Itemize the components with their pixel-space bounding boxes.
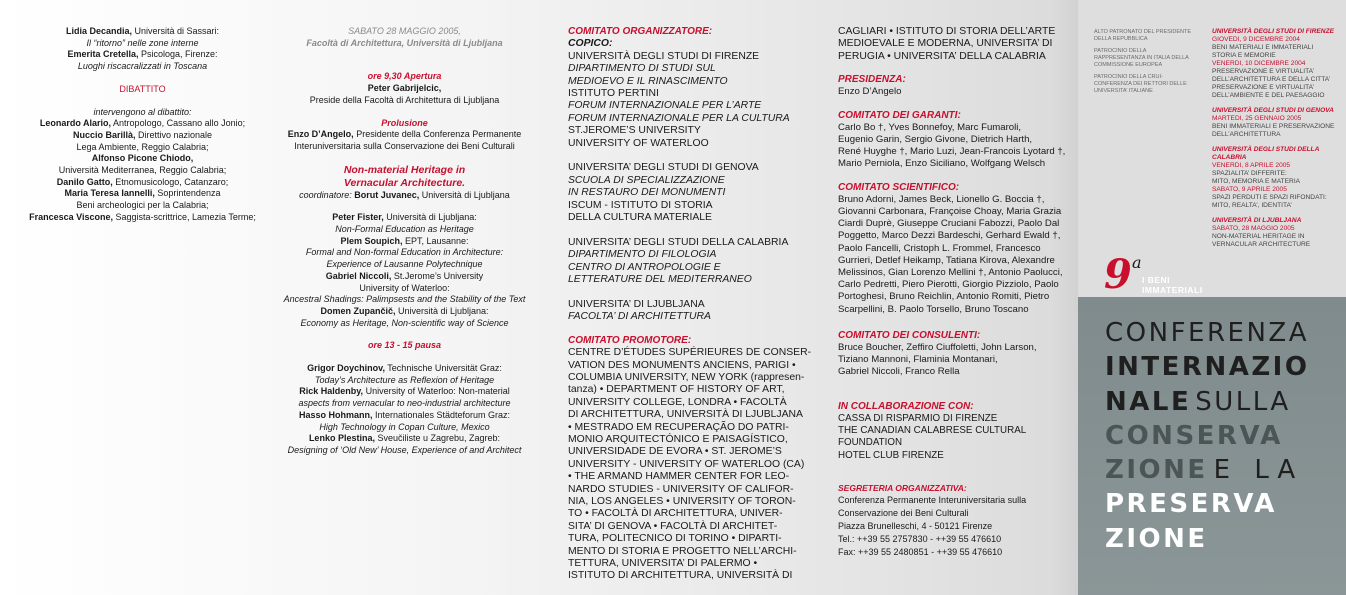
guarantors-list [838,122,1073,171]
promoter-line: SITA’ DI GENOVA • FACOLTÀ DI ARCHITET- [568,520,778,532]
title-row-1: CONFERENZA [1105,318,1309,348]
promoter-line: NIA, LOS ANGELES • UNIVERSITY OF TORON- [568,496,796,508]
speaker-name: Peter Fister, [332,212,384,223]
event-date: SABATO, 28 MAGGIO 2005 [1212,225,1295,232]
organizer-line: UNIVERSITY OF WATERLOO [568,137,709,149]
title-row-4: CONSERVA [1105,420,1283,451]
debate-participant [20,118,265,130]
coordinator [282,190,527,202]
debate-heading: DIBATTITO [119,83,166,94]
speaker-text: Università Mediterranea, Reggio Calabria; [58,165,227,176]
promoter-line: COLUMBIA UNIVERSITY, NEW YORK (rappresen- [568,371,805,383]
promoter-list [568,347,813,583]
collab-line: FOUNDATION [838,437,903,449]
prolusione-label: Prolusione [381,117,428,128]
event-title: SPAZIALITA’ DIFFERITE: [1212,170,1287,177]
logo-line-1: I BENI [1142,275,1171,285]
promoter-line: ISTITUTO DI ARCHITETTURA, UNIVERSITÀ DI [568,570,793,582]
event-title: SPAZI PERDUTI E SPAZI RIFONDATI: [1212,194,1327,201]
speaker-name: Francesca Viscone, [29,211,113,222]
secretary-line: Piazza Brunelleschi, 4 - 50121 Firenze [838,520,993,531]
debate-participant [20,153,265,165]
scientific-line: Poggetto, Marco Dezzi Bardeschi, Gerhard Ewald †, [838,230,1061,242]
prolusione-role-2: Interuniversitaria sulla Conservazione dei Beni Culturali [294,140,515,151]
event-title: MITO, REALTA’, IDENTITA’ [1212,202,1292,209]
organizer-line: CENTRO DI ANTROPOLOGIE E [568,261,721,273]
session-title-1: Non-material Heritage in [343,163,466,176]
talk-line [282,363,527,375]
logo-superscript: a [1132,253,1142,272]
scientific-line: Paolo Fancelli, Cristoph L. Frommel, Francesco [838,242,1041,254]
speaker-text: Università di Ljubljana: [383,212,477,223]
title-row-5a: ZIONE [1105,455,1208,486]
talk-line [282,386,527,398]
collab-line: CASSA DI RISPARMIO DI FIRENZE [838,412,998,424]
consultant-line: Bruce Boucher, Zeffiro Ciuffoletti, John Larson, [838,342,1037,354]
scientific-line: Ciardi Duprè, Giuseppe Cruciani Fabozzi, Paolo Dal [838,218,1060,230]
debate-participant [20,130,265,142]
talk-line: Formal and Non-formal Education in Architecture: [305,247,504,258]
speaker-text: Università di Sassari: [132,26,220,36]
promoter-line: CENTRE D’ÉTUDES SUPÉRIEURES DE CONSER- [568,347,812,359]
organizer-line: LETTERATURE DEL MEDITERRANEO [568,274,752,286]
promoter-line: PERUGIA • UNIVERSITA’ DELLA CALABRIA [838,50,1046,62]
talk-line: Economy as Heritage, Non-scientific way of Science [300,317,509,328]
organizer-line: SCUOLA DI SPECIALIZZAZIONE [568,174,725,186]
debate-participant [20,188,265,200]
speaker-text: Lega Ambiente, Reggio Calabria; [76,141,209,152]
promoter-line: TETTURA, UNIVERSITA’ DI PALERMO • [568,558,758,570]
collab-list [838,413,1073,462]
promoter-line: UNIVERSITY - UNIVERSITY OF WATERLOO (CA) [568,458,805,470]
prolusione-name: Enzo D’Angelo, [287,129,354,140]
talk-line [282,410,527,422]
speaker-name: Lidia Decandia, [65,26,132,36]
speaker-name: Domen Zupančič, [320,305,396,316]
organizer-line: ISTITUTO PERTINI [568,88,659,100]
speaker-text: Saggista-scrittrice, Lamezia Terme; [113,211,256,222]
secretary-line: Conservazione dei Beni Culturali [838,507,969,518]
column-2-program [282,26,527,457]
column-3-committees [568,26,813,583]
coordinator-label: coordinatore: [299,189,355,200]
talk-line [282,283,527,295]
patronage-item: ALTO PATRONATO DEL PRESIDENTE DELLA REPUBBLICA [1094,29,1191,42]
guarantor-line: Mario Perniola, Enzo Siciliano, Wolfgang Welsch [838,158,1046,170]
speaker-text: Technische Universität Graz: [384,363,502,374]
speaker-name: Alfonso Picone Chiodo, [91,153,194,164]
event-title: BENI IMMATERIALI E PRESERVAZIONE [1212,123,1335,130]
column-1 [20,26,265,224]
event-title: PRESERVAZIONE E VIRTUALITA’ [1212,84,1314,91]
event-title: DELL’AMBIENTE E DEL PAESAGGIO [1212,92,1325,99]
organizer-line [568,150,813,162]
speaker-line: Il “ritorno” nelle zone interne [86,37,199,48]
coordinator-affiliation: Università di Ljubljana [419,189,510,200]
prolusione-speaker [282,129,527,141]
speaker-name: Gabriel Niccoli, [325,270,392,281]
promoter-heading: COMITATO PROMOTORE: [568,334,692,346]
organizer-line: UNIVERSITA’ DI LJUBLJANA [568,298,705,310]
consultant-line: Tiziano Mannoni, Flaminia Montanari, [838,354,998,366]
scientific-line: Gurrieri, Detlef Heikamp, Tatiana Kirova, Alexandre [838,254,1055,266]
patronage-item: PATROCINIO DELLA CRUI-CONFERENZA DEI RETTORI DELLE UNIVERSITA’ ITALIANE [1094,74,1187,94]
event-title: MITO, MEMORIA E MATERIA [1212,178,1301,185]
guarantor-line: Carlo Bo †, Yves Bonnefoy, Marc Fumaroli, [838,121,1022,133]
speaker-line [20,49,265,61]
scientific-line: Melissinos, Gian Lorenzo Mellini †, Antonio Paolucci, [838,267,1063,279]
column-4-committees [838,26,1073,559]
event-university: UNIVERSITÀ DI LJUBLJANA [1212,217,1302,224]
conference-title [1105,316,1345,556]
organizer-line: DIPARTIMENTO DI FILOLOGIA [568,249,717,261]
secretary-line: Fax: ++39 55 2480851 - ++39 55 476610 [838,546,1003,557]
conference-logo [1100,251,1240,300]
secretary-line: Conferenza Permanente Interuniversitaria sulla [838,494,1027,505]
promoter-line: MONIO ARQUITECTÓNICO E PAISAGÍSTICO, [568,434,788,445]
speaker-text: Etnomusicologo, Catanzaro; [112,176,229,187]
talk-line [282,212,527,224]
speaker-name: Grigor Doychinov, [307,363,385,374]
scientific-list [838,194,1073,316]
organizing-heading: COMITATO ORGANIZZATORE: [568,26,713,37]
debate-participant [20,177,265,189]
spacer [1212,210,1342,217]
talk-line: aspects from vernacular to neo-industrial architecture [298,398,511,409]
guarantors-heading: COMITATO DEI GARANTI: [838,109,961,121]
event-title: DELL’ARCHITETTURA [1212,131,1281,138]
scientific-line: Bruno Adorni, James Beck, Lionello G. Boccia †, [838,193,1045,205]
organizer-line: FORUM INTERNAZIONALE PER L’ARTE [568,100,762,112]
spacer [1212,100,1342,107]
speaker-text: Soprintendenza [154,188,221,199]
spacer [1212,139,1342,146]
speaker-text: Beni archeologici per la Calabria; [76,200,209,211]
consultant-line: Gabriel Niccoli, Franco Rella [838,366,960,378]
speaker-text: Internationales Städteforum Graz: [372,409,511,420]
scientific-line: Scarpellini, B. Paolo Torsello, Bruno Toscano [838,303,1029,315]
talk-line: Experience of Lausanne Polytechnique [326,259,483,270]
speaker-name: Plem Soupich, [340,235,403,246]
organizer-line: DELLA CULTURA MATERIALE [568,212,712,224]
secretary-line: Tel.: ++39 55 2757830 - ++39 55 476610 [838,533,1002,544]
organizer-line: MEDIOEVO E IL RINASCIMENTO [568,75,728,87]
organizer-line [568,287,813,299]
talk-line: Ancestral Shadings: Palimpsests and the Stability of the Text [283,294,526,305]
organizer-line [568,225,813,237]
event-university: UNIVERSITÀ DEGLI STUDI DELLA CALABRIA [1212,146,1320,161]
copico-label: COPICO: [568,38,613,50]
program-date: SABATO 28 MAGGIO 2005, [348,26,461,36]
organizer-line: IN RESTAURO DEI MONUMENTI [568,187,726,199]
speaker-text: Direttivo nazionale [135,129,213,140]
consultants-heading: COMITATO DEI CONSULENTI: [838,329,981,341]
speaker-name: Nuccio Barillà, [72,129,136,140]
promoter-line: VATION DES MONUMENTS ANCIENS, PARIGI • [568,359,796,371]
promoter-line: • THE ARMAND HAMMER CENTER FOR LEO- [568,471,790,483]
patronage-list [1094,29,1194,100]
title-row-5b: E LA [1213,455,1304,486]
speaker-line: Luoghi riscacralizzati in Toscana [77,61,208,72]
debate-participant [20,212,265,224]
debate-participant [20,200,265,212]
promoter-line: TURA, POLITECNICO DI TORINO • DIPARTI- [568,533,782,545]
presidency-heading: PRESIDENZA: [838,74,906,86]
title-row-5 [1105,453,1345,487]
talk-line: Today’s Architecture as Reflexion of Heritage [314,374,495,385]
speaker-name: Emerita Cretella, [67,49,139,60]
title-row-3 [1105,385,1345,419]
speaker-name: Danilo Gatto, [56,176,113,187]
organizer-line: UNIVERSITA’ DEGLI STUDI DELLA CALABRIA [568,236,789,248]
organizer-line: FORUM INTERNAZIONALE PER LA CULTURA [568,112,790,124]
scientific-heading: COMITATO SCIENTIFICO: [838,181,960,193]
session-title-2: Vernacular Architecture. [343,176,466,189]
talk-line: Designing of ‘Old New’ House, Experience of and Architect [287,444,522,455]
event-title: BENI MATERIALI E IMMATERIALI [1212,44,1314,51]
spacer [20,96,265,107]
title-row-3a: NALE [1105,386,1192,417]
talk-line: High Technology in Copan Culture, Mexico [319,421,490,432]
guarantor-line: René Huyghe †, Mario Luzi, Jean-Francois Lyotard †, [838,146,1066,158]
event-title: VERNACULAR ARCHITECTURE [1212,241,1311,248]
scientific-line: Carlo Pedretti, Piero Pierotti, Giorgio Pizziolo, Paolo [838,279,1059,291]
speaker-text: University of Waterloo: [359,282,450,293]
collab-heading: IN COLLABORAZIONE CON: [838,400,974,412]
speaker-name: Hasso Hohmann, [298,409,373,420]
opening-role: Preside della Facoltà di Architettura di Ljubljana [309,94,500,105]
organizer-line: ST.JEROME’S UNIVERSITY [568,125,701,137]
secretary-heading: SEGRETERIA ORGANIZZATIVA: [838,482,967,493]
talk-line [282,433,527,445]
talk-line [282,306,527,318]
talks-morning [282,212,527,329]
scientific-line: Portoghesi, Bruno Reichlin, Antonio Romiti, Pietro [838,291,1050,303]
speaker-name: Leonardo Alario, [39,118,112,129]
debate-participant [20,165,265,177]
secretary-list [838,494,1073,559]
promoter-line: MENTO DI STORIA E PROGETTO NELL’ARCHI- [568,545,797,557]
talks-afternoon [282,363,527,457]
title-row-6: PRESERVA [1105,489,1277,520]
speaker-name: Rick Haldenby, [299,386,364,397]
pause-label: ore 13 - 15 pausa [367,340,442,351]
event-date: SABATO, 9 APRILE 2005 [1212,186,1287,193]
speaker-name: Maria Teresa Iannelli, [64,188,155,199]
organizer-line: UNIVERSITA’ DEGLI STUDI DI GENOVA [568,162,759,174]
promoter-line: MEDIOEVALE E MODERNA, UNIVERSITA’ DI [838,38,1053,50]
events-list [1212,28,1342,249]
promoter-line: DI ARCHITETTURA, UNIVERSITÀ DI LJUBLJANA [568,409,803,421]
cover-panel [1078,0,1346,595]
organizer-line: UNIVERSITÀ DEGLI STUDI DI FIRENZE [568,50,760,62]
speaker-text: University of Waterloo: Non-material [363,386,510,397]
event-university: UNIVERSITÀ DEGLI STUDI DI FIRENZE [1212,28,1334,35]
logo-number: 9 [1104,251,1132,298]
speaker-text: Università di Ljubljana: [395,305,489,316]
talk-line [282,236,527,248]
debate-intro: intervengono al dibattito: [93,106,192,117]
speaker-text: EPT, Lausanne: [402,235,469,246]
talk-line: Non-Formal Education as Heritage [335,224,474,235]
logo-line-2: IMMATERIALI [1142,285,1203,295]
speaker-line [20,26,265,38]
opening-name: Peter Gabrijelcic, [367,83,442,94]
opening-time: ore 9,30 Apertura [367,71,442,82]
spacer [20,73,265,84]
event-date: GIOVEDI, 9 DICEMBRE 2004 [1212,36,1300,43]
prolusione-role: Presidente della Conferenza Permanente [353,129,522,140]
title-row-3b: SULLA [1195,386,1291,417]
organizer-line: ISCUM - ISTITUTO DI STORIA [568,199,713,211]
debate-participant [20,142,265,154]
talk-line [282,271,527,283]
event-title: PRESERVAZIONE E VIRTUALITA’ [1212,68,1314,75]
collab-line: THE CANADIAN CALABRESE CULTURAL [838,425,1027,437]
promoter-line: UNIVERSITY COLLEGE, LONDRA • FACOLTÀ [568,396,787,408]
coordinator-name: Borut Juvanec, [354,189,420,200]
event-title: NON-MATERIAL HERITAGE IN [1212,233,1305,240]
promoter-line: UNIVERSIDADE DE EVORA • ST. JEROME’S [568,446,782,458]
title-row-7: ZIONE [1105,523,1208,554]
event-university: UNIVERSITÀ DEGLI STUDI DI GENOVA [1212,107,1334,114]
promoter-line: CAGLIARI • ISTITUTO DI STORIA DELL’ARTE [838,26,1056,37]
title-row-2: INTERNAZIO [1105,352,1310,383]
program-venue: Facoltà di Architettura, Università di Ljubljana [306,37,503,48]
event-date: VENERDI, 10 DICEMBRE 2004 [1212,60,1306,67]
speaker-text: Sveučiliste u Zagrebu, Zagreb: [374,433,501,444]
organizer-line: DIPARTIMENTO DI STUDI SUL [568,63,716,75]
speaker-text: St.Jerome’s University [391,270,484,281]
collab-line: HOTEL CLUB FIRENZE [838,449,944,461]
scientific-line: Giovanni Carbonara, Françoise Choay, Maria Grazia [838,206,1062,218]
event-date: MARTEDI, 25 GENNAIO 2005 [1212,115,1302,122]
speaker-text: Psicologa, Firenze: [138,49,218,60]
logo-text [1142,275,1203,295]
organizing-list [568,51,813,324]
promoter-list-cont [838,26,1073,63]
event-title: DELL’ARCHITETTURA E DELLA CITTA’ [1212,76,1331,83]
speaker-text: Antropologo, Cassano allo Jonio; [111,118,246,129]
presidency-name: Enzo D’Angelo [838,86,902,98]
promoter-line: TO • FACOLTÀ DI ARCHITETTURA, UNIVER- [568,508,783,520]
promoter-line: NARDO STUDIES - UNIVERSITY OF CALIFOR- [568,483,794,495]
patronage-item: PATROCINIO DELLA RAPPRESENTANZA IN ITALIA DELLA COMMISSIONE EUROPEA [1094,48,1189,68]
promoter-line: tanza) • DEPARTMENT OF HISTORY OF ART, [568,384,785,396]
event-title: STORIA E MEMORIE [1212,52,1276,59]
event-date: VENERDI, 8 APRILE 2005 [1212,162,1291,169]
promoter-line: • MESTRADO EM RECUPERAÇÃO DO PATRI- [568,421,789,433]
guarantor-line: Eugenio Garin, Sergio Givone, Dietrich Harth, [838,134,1033,146]
organizer-line: FACOLTA’ DI ARCHITETTURA [568,311,711,323]
consultants-list [838,342,1073,379]
speaker-name: Lenko Plestina, [308,433,375,444]
